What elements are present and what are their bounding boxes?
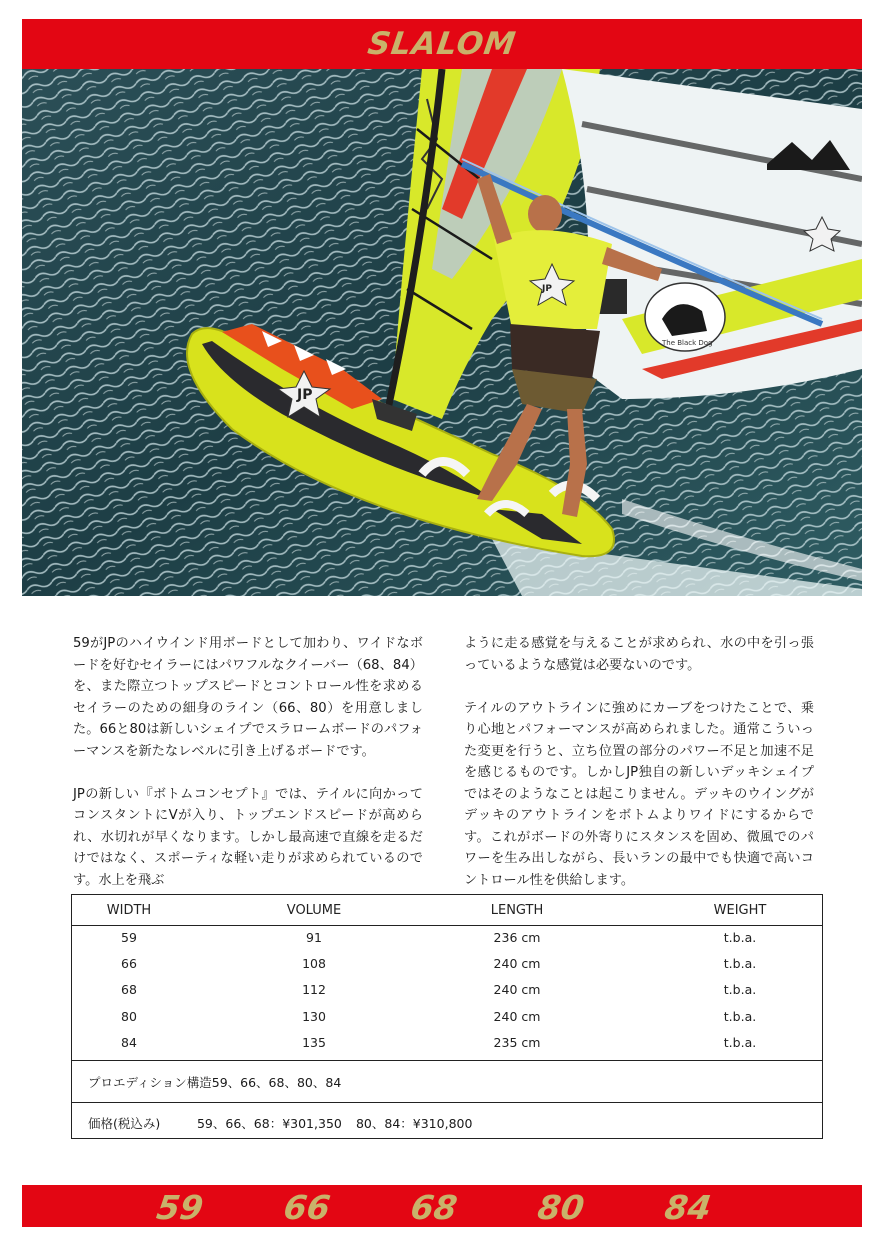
size-label: 84 (662, 1188, 714, 1227)
cell-length: 235 cm (493, 1035, 541, 1050)
price-b: 80、84：¥310,800 (355, 1116, 473, 1131)
table-row (72, 926, 822, 952)
windsurf-photo (22, 69, 862, 596)
size-label: 68 (408, 1188, 460, 1227)
cell-weight: t.b.a. (723, 982, 757, 997)
cell-weight: t.b.a. (723, 1035, 757, 1050)
sail-graphic (387, 69, 862, 419)
table-row (72, 1005, 822, 1031)
header-length: LENGTH (490, 903, 544, 918)
page-title: SLALOM (365, 26, 519, 62)
spec-table (71, 894, 823, 1139)
cell-weight: t.b.a. (723, 930, 757, 945)
body-text-right (464, 633, 814, 913)
cell-weight: t.b.a. (723, 1009, 757, 1024)
svg-text:JP: JP (297, 387, 313, 403)
cell-volume: 130 (302, 1009, 326, 1024)
cell-length: 240 cm (493, 982, 541, 997)
header-weight: WEIGHT (713, 903, 767, 918)
cell-length: 236 cm (493, 930, 541, 945)
paragraph: テイルのアウトラインに強めにカーブをつけたことで、乗り心地とパフォーマンスが高められました。通常こういった変更を行うと、立ち位置の部分のパワー不足と加速不足を感じるものです。しかしJP独自の新しいデッキシェイプではそのようなことは起こりません。デッキのウイングがデッキのアウトラインをボトムよりワイドにするからです。これがボードの外寄りにスタンスを固め、微風でのパワーを生み出しながら、長いランの最中でも快適で高いコントロール性を供給します。 (464, 700, 814, 888)
cell-width: 80 (121, 1009, 137, 1024)
price-a: 59、66、68：¥301,350 (196, 1116, 342, 1131)
cell-length: 240 cm (493, 1009, 541, 1024)
cell-volume: 91 (306, 930, 322, 945)
paragraph: 59がJPのハイウインド用ボードとして加わり、ワイドなボードを好むセイラーにはパワフルなクイーバー（68、84）を、また際立つトップスピードとコントロール性を求めるセイラーのための細身のライン（66、80）を用意しました。66と80は新しいシェイプでスラロームボードのパフォーマンスを新たなレベルに引き上げるボードです。 (73, 636, 423, 759)
size-label: 66 (281, 1188, 333, 1227)
table-row (72, 1031, 822, 1057)
svg-text:The Black Dog: The Black Dog (662, 339, 713, 347)
cell-volume: 112 (302, 982, 326, 997)
spec-table-body (72, 926, 822, 1061)
header-volume: VOLUME (286, 903, 342, 918)
price-label: 価格(税込み) (88, 1116, 161, 1131)
spec-table-header (72, 895, 822, 926)
size-label: 80 (535, 1188, 587, 1227)
cell-volume: 135 (302, 1035, 326, 1050)
cell-length: 240 cm (493, 956, 541, 971)
svg-text:JP: JP (542, 284, 552, 294)
cell-width: 66 (121, 956, 137, 971)
table-row (72, 952, 822, 978)
top-banner (22, 19, 862, 69)
construction-row (72, 1061, 822, 1103)
body-text-left (73, 633, 423, 913)
header-width: WIDTH (106, 903, 152, 918)
cell-weight: t.b.a. (723, 956, 757, 971)
cell-width: 84 (121, 1035, 137, 1050)
construction-text: プロエディション構造59、66、68、80、84 (88, 1075, 342, 1090)
cell-width: 59 (121, 930, 137, 945)
paragraph: ように走る感覚を与えることが求められ、水の中を引っ張っているような感覚は必要ないのです。 (464, 636, 814, 673)
cell-width: 68 (121, 982, 137, 997)
cell-volume: 108 (302, 956, 326, 971)
price-row (72, 1103, 822, 1138)
bottom-banner (22, 1185, 862, 1227)
size-label: 59 (154, 1188, 206, 1227)
paragraph: JPの新しい『ボトムコンセプト』では、テイルに向かってコンスタントにVが入り、トップエンドスピードが高められ、水切れが早くなります。しかし最高速で直線を走るだけではなく、スポーティな軽い走りが求められているのです。水上を飛ぶ (73, 786, 423, 888)
table-row (72, 978, 822, 1004)
